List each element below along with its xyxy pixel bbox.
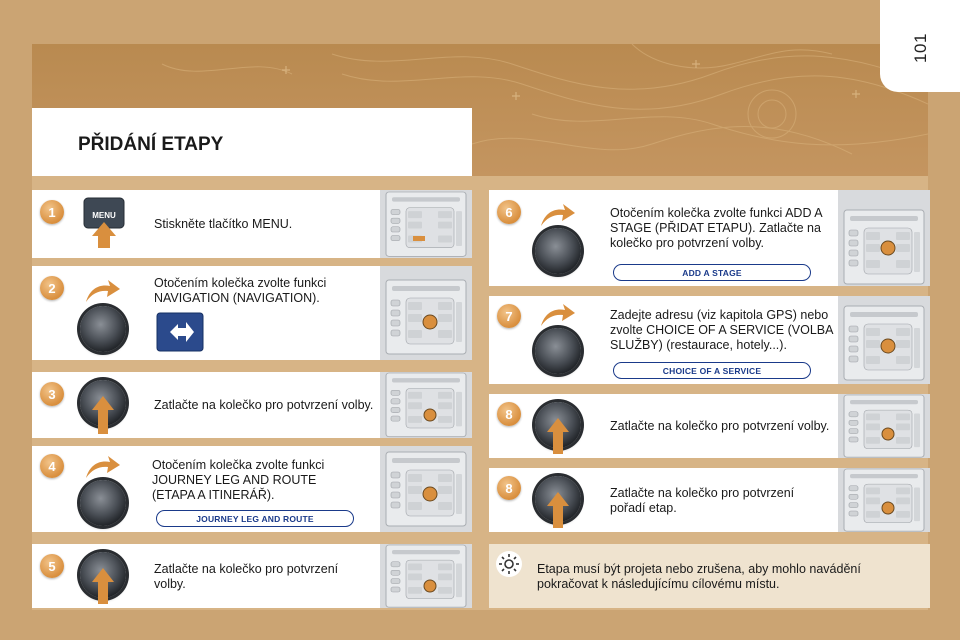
step-1 <box>32 190 472 258</box>
rotate-arrow-icon <box>82 454 122 482</box>
radio-unit-image <box>380 372 472 438</box>
step-badge: 1 <box>40 200 64 224</box>
navigation-icon <box>156 312 204 352</box>
page-title: PŘIDÁNÍ ETAPY <box>78 134 224 155</box>
step-7 <box>489 296 930 384</box>
journey-leg-and-route-option[interactable]: JOURNEY LEG AND ROUTE <box>156 510 354 527</box>
radio-unit-image <box>380 544 472 608</box>
step-text: Otočením kolečka zvolte funkci JOURNEY LEG AND ROUTE (ETAPA A ITINERÁŘ). <box>152 458 325 502</box>
rotary-knob <box>80 480 126 526</box>
rotary-knob <box>80 306 126 352</box>
step-badge: 5 <box>40 554 64 578</box>
rotary-knob <box>535 228 581 274</box>
radio-unit-image <box>838 190 930 286</box>
radio-unit-image <box>838 296 930 384</box>
title-box <box>32 108 472 176</box>
radio-unit-image <box>838 394 930 458</box>
step-text: Zatlačte na kolečko pro potvrzení volby. <box>610 419 830 433</box>
step-text: Stiskněte tlačítko MENU. <box>154 217 293 231</box>
step-text: Otočením kolečka zvolte funkci NAVIGATION (NAVIGATION). <box>154 276 327 305</box>
step-badge: 7 <box>497 304 521 328</box>
choice-of-a-service-option[interactable]: CHOICE OF A SERVICE <box>613 362 811 379</box>
step-3 <box>32 372 472 438</box>
rotate-arrow-icon <box>82 278 122 306</box>
step-text: Zatlačte na kolečko pro potvrzení volby. <box>154 562 339 591</box>
rotate-arrow-icon <box>537 302 577 330</box>
radio-unit-image <box>380 190 472 258</box>
radio-unit-image <box>380 446 472 532</box>
sun-icon <box>495 550 523 578</box>
step-2 <box>32 266 472 360</box>
step-badge: 6 <box>497 200 521 224</box>
add-a-stage-option[interactable]: ADD A STAGE <box>613 264 811 281</box>
radio-unit-image <box>380 266 472 360</box>
step-6 <box>489 190 930 286</box>
step-text: Otočením kolečka zvolte funkci ADD A STAGE (PŘIDAT ETAPU). Zatlačte na kolečko pro potvrzení volby. <box>610 206 822 250</box>
push-arrow-icon <box>92 396 114 434</box>
rotary-knob <box>535 328 581 374</box>
step-8a <box>489 394 930 458</box>
step-text: Zadejte adresu (viz kapitola GPS) nebo zvolte CHOICE OF A SERVICE (VOLBA SLUŽBY) (restaurace, hotely...). <box>610 308 833 352</box>
menu-button-icon <box>82 196 126 248</box>
menu-label: MENU <box>92 211 116 220</box>
push-arrow-icon <box>547 418 569 454</box>
push-arrow-icon <box>547 492 569 528</box>
step-badge: 2 <box>40 276 64 300</box>
step-text: Zatlačte na kolečko pro potvrzení volby. <box>154 398 374 412</box>
step-8b <box>489 468 930 532</box>
push-arrow-icon <box>92 568 114 604</box>
step-badge: 3 <box>40 382 64 406</box>
note-text: Etapa musí být projeta nebo zrušena, aby mohlo navádění pokračovat k následujícímu cílovému místu. <box>537 562 861 591</box>
radio-unit-image <box>838 468 930 532</box>
step-5 <box>32 544 472 608</box>
step-text: Zatlačte na kolečko pro potvrzení pořadí etap. <box>610 486 795 515</box>
note-box <box>489 544 930 608</box>
step-badge: 8 <box>497 402 521 426</box>
rotate-arrow-icon <box>537 202 577 230</box>
step-badge: 8 <box>497 476 521 500</box>
page-number: 101 <box>910 33 930 63</box>
step-4 <box>32 446 472 532</box>
step-badge: 4 <box>40 454 64 478</box>
